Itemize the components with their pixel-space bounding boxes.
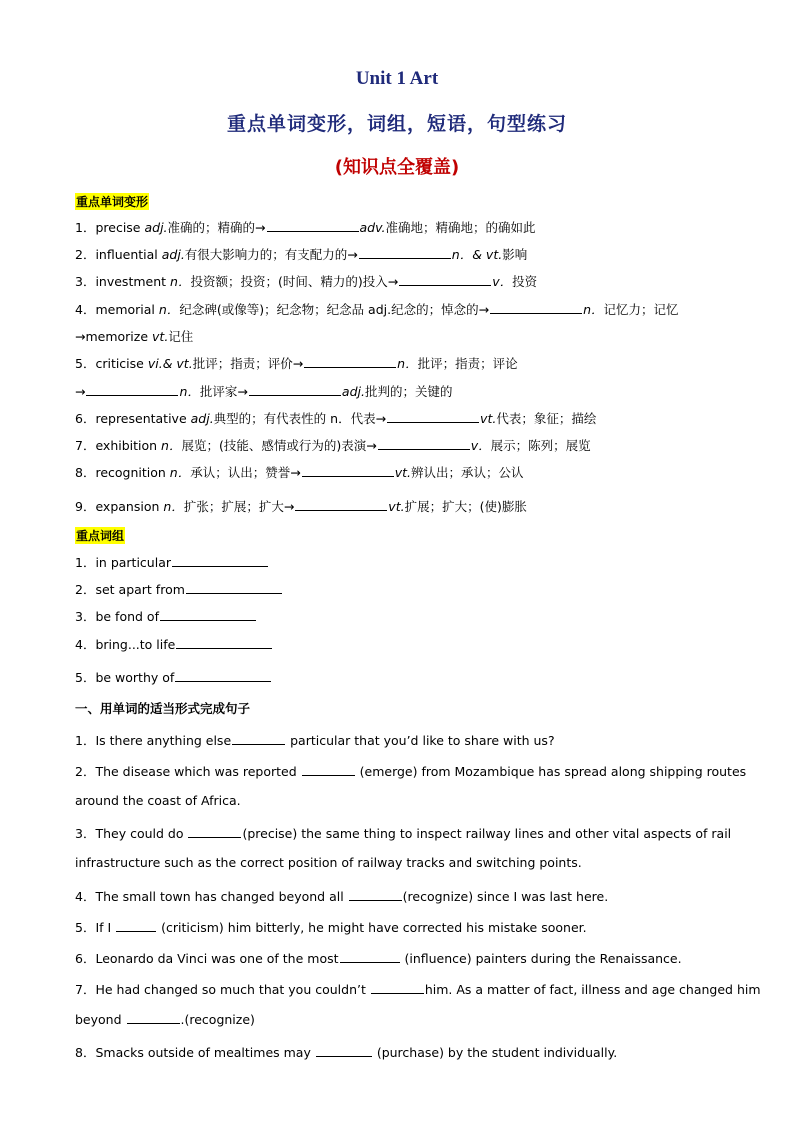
coverage-note: (知识点全覆盖) [334, 157, 460, 178]
answer-blank[interactable] [116, 919, 156, 932]
answer-blank[interactable] [359, 246, 451, 259]
vocab-item-3: 3．investment n．投资额；投资；(时间、精力的)投入→ v．投资 [75, 274, 538, 289]
exercise-line-3-cont: infrastructure such as the correct position of railway tracks and switching points. [75, 855, 582, 870]
exercise-line-5: 5．If I (criticism) him bitterly, he might have corrected his mistake sooner. [75, 920, 587, 935]
answer-blank[interactable] [160, 608, 256, 621]
answer-blank[interactable] [176, 636, 272, 649]
phrase-item: 1．in particular [75, 553, 269, 571]
answer-blank[interactable] [349, 888, 402, 901]
answer-blank[interactable] [490, 301, 582, 314]
exercise-line-7: 7．He had changed so much that you couldn’t him. As a matter of fact, illness and age changed him [75, 982, 761, 997]
exercise-section-heading: 一、用单词的适当形式完成句子 [75, 701, 251, 716]
answer-blank[interactable] [188, 825, 241, 838]
answer-blank[interactable] [249, 383, 341, 396]
answer-blank[interactable] [267, 219, 359, 232]
phrase-section-heading: 重点词组 [76, 529, 125, 543]
phrase-item: 5．be worthy of [75, 668, 272, 686]
answer-blank[interactable] [387, 410, 479, 423]
vocab-item-2: 2．influential adj.有很大影响力的；有支配力的→ n．& vt.影响 [75, 247, 528, 262]
answer-blank[interactable] [172, 554, 268, 567]
unit-title: Unit 1 Art [355, 68, 439, 89]
answer-blank[interactable] [340, 950, 400, 963]
answer-blank[interactable] [304, 355, 396, 368]
vocab-item-8: 8．recognition n．承认；认出；赞誉→ vt.辨认出；承认；公认 [75, 465, 524, 480]
exercise-line-8: 8．Smacks outside of mealtimes may (purchase) by the student individually. [75, 1045, 618, 1060]
vocab-item-4: 4．memorial n．纪念碑(或像等)；纪念物；纪念品 adj.纪念的；悼念的→ n．记忆力；记忆 [75, 302, 679, 317]
answer-blank[interactable] [186, 581, 282, 594]
phrase-item: 2．set apart from [75, 580, 283, 598]
answer-blank[interactable] [232, 732, 285, 745]
vocab-item-5-cont: → n．批评家→ adj.批判的；关键的 [75, 384, 453, 399]
answer-blank[interactable] [302, 763, 355, 776]
vocab-item-1: 1．precise adj.准确的；精确的→ adv.准确地；精确地；的确如此 [75, 220, 536, 235]
phrase-item: 4．bring...to life [75, 635, 273, 653]
answer-blank[interactable] [316, 1044, 372, 1057]
answer-blank[interactable] [127, 1011, 180, 1024]
worksheet-subtitle: 重点单词变形，词组，短语，句型练习 [226, 113, 567, 135]
exercise-line-1: 1．Is there anything else particular that you’d like to share with us? [75, 733, 555, 748]
exercise-line-2: 2．The disease which was reported (emerge) from Mozambique has spread along shipping routes [75, 764, 747, 779]
vocab-section-heading: 重点单词变形 [76, 195, 149, 209]
answer-blank[interactable] [86, 383, 178, 396]
vocab-item-9: 9．expansion n．扩张；扩展；扩大→ vt.扩展；扩大；(使)膨胀 [75, 499, 527, 514]
answer-blank[interactable] [295, 498, 387, 511]
exercise-line-3: 3．They could do (precise) the same thing to inspect railway lines and other vital aspects of rail [75, 826, 732, 841]
vocab-item-5: 5．criticise vi.& vt.批评；指责；评价→ n．批评；指责；评论 [75, 356, 518, 371]
vocab-item-6: 6．representative adj.典型的；有代表性的 n．代表→ vt.代表；象征；描绘 [75, 411, 597, 426]
exercise-line-7-cont: beyond .(recognize) [75, 1012, 255, 1027]
answer-blank[interactable] [399, 273, 491, 286]
answer-blank[interactable] [371, 981, 424, 994]
answer-blank[interactable] [378, 437, 470, 450]
answer-blank[interactable] [175, 669, 271, 682]
exercise-line-4: 4．The small town has changed beyond all (recognize) since I was last here. [75, 889, 609, 904]
exercise-line-6: 6．Leonardo da Vinci was one of the most (influence) painters during the Renaissance. [75, 951, 682, 966]
exercise-line-2-cont: around the coast of Africa. [75, 793, 241, 808]
phrase-item: 3．be fond of [75, 607, 257, 625]
vocab-item-7: 7．exhibition n．展览；(技能、感情或行为的)表演→ v．展示；陈列；展览 [75, 438, 591, 453]
answer-blank[interactable] [302, 464, 394, 477]
vocab-item-4-cont: →memorize vt.记住 [75, 329, 194, 344]
